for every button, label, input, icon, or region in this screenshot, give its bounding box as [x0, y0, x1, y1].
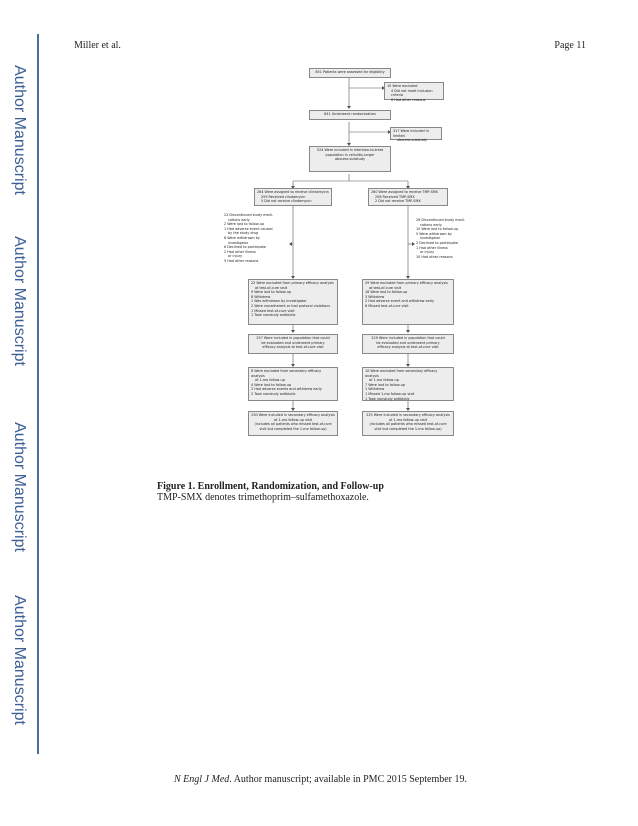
running-header-author: Miller et al. — [74, 40, 121, 51]
author-manuscript-label: Author Manuscript — [11, 595, 28, 725]
figure-caption-text: TMP-SMX denotes trimethoprim–sulfamethoxazole. — [157, 492, 369, 503]
footer-text: . Author manuscript; available in PMC 2015 September 19. — [229, 774, 468, 785]
figure-title: Figure 1. Enrollment, Randomization, and Follow-up — [157, 481, 384, 492]
footer-citation — [174, 774, 467, 785]
clindamycin-secondary-analysis-box: 230 Were included in secondary efficacy analysis at 1-mo follow-up visit (includes all patients who missed test-of-cure visit but completed the 1-mo follow-up) — [248, 411, 338, 436]
tmp-smx-excluded-secondary-box: 10 Were excluded from secondary efficacy analysis at 1-mo follow-up 7 Were lost to follow-up 1 Withdrew 1 Missed 1-mo follow-up visit 1 Took nonstudy antibiotic — [362, 367, 454, 401]
page-number: Page 11 — [554, 40, 586, 51]
randomized-box: 841 Underwent randomization — [309, 110, 391, 120]
tmp-smx-primary-analysis-box: 229 Were included in population that could be evaluated and underwent primary efficacy analysis at test-of-cure visit — [362, 334, 454, 354]
author-manuscript-label: Author Manuscript — [11, 422, 28, 552]
tmp-smx-secondary-analysis-box: 225 Were included in secondary efficacy analysis at 1-mo follow-up visit (includes all patients who missed test-of-cure visit but completed the 1-mo follow-up) — [362, 411, 454, 436]
clindamycin-discontinued: 22 Discontinued study medi- cations early 2 Were lost to follow-up 1 Had adverse event caused by the study drug 6 Were withdrawn by investigator 6 Declined to participate 2 Had other illness or injury 5 Had other reasons — [224, 213, 273, 263]
clindamycin-assigned-box: 264 Were assigned to receive clindamycin 259 Received clindamycin 5 Did not receive clindamycin — [254, 188, 332, 206]
clindamycin-primary-analysis-box: 257 Were included in population that could be evaluated and underwent primary efficacy analysis at test-of-cure visit — [248, 334, 338, 354]
figure-caption — [157, 481, 537, 503]
limited-substudy-box: 317 Were included in limited abscess substudy — [390, 127, 442, 140]
tmp-smx-discontinued: 26 Discontinued study medi- cations early 10 Were lost to follow-up 5 Were withdrawn by investigator 2 Declined to participate 1 Had other illness or injury 10 Had other reasons — [416, 218, 465, 259]
excluded-box: 10 Were excluded 4 Did not meet inclusion criteria 6 Had other reasons — [384, 82, 444, 100]
author-manuscript-label: Author Manuscript — [11, 236, 28, 366]
journal-name: N Engl J Med — [174, 774, 230, 785]
assessed-box: 851 Patients were assessed for eligibility — [309, 68, 391, 78]
author-manuscript-label: Author Manuscript — [11, 65, 28, 195]
tmp-smx-excluded-primary-box: 29 Were excluded from primary efficacy analysis at test-of-cure visit 18 Were lost to follow-up 3 Withdrew 2 Had adverse event and withdrew early 6 Missed test-of-cure visit — [362, 279, 454, 325]
sidebar-rule — [37, 34, 39, 754]
itt-box: 524 Were included in intention-to-treat population in cellulitis–larger abscess substudy — [309, 146, 391, 172]
clindamycin-excluded-secondary-box: 8 Were excluded from secondary efficacy analysis at 1-mo follow-up 4 Were lost to follow-up 2 Had adverse events and withdrew early 2 Took nonstudy antibiotic — [248, 367, 338, 401]
clindamycin-excluded-primary-box: 22 Were excluded from primary efficacy analysis at test-of-cure visit 9 Were lost to follow-up 8 Withdrew 1 Was withdrawn by investigator 2 Were nonadherent or had protocol violations 1 Missed test-of-cure visit 1 Took nonstudy antibiotic — [248, 279, 338, 325]
consort-flow-diagram — [212, 60, 488, 446]
tmp-smx-assigned-box: 260 Were assigned to receive TMP-SMX 258 Received TMP-SMX 2 Did not receive TMP-SMX — [368, 188, 448, 206]
